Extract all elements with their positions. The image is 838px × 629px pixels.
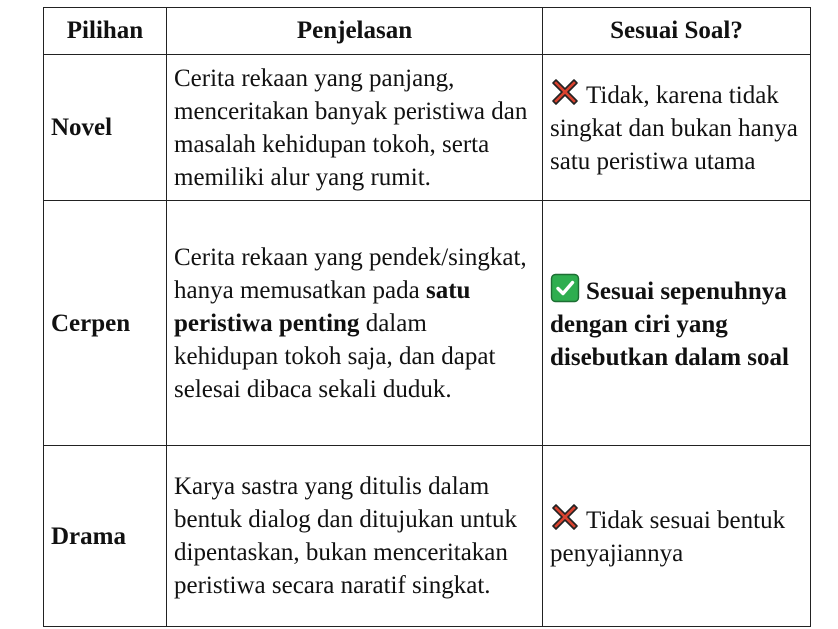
verdict-text: Tidak sesuai bentuk penyajiannya xyxy=(550,507,786,567)
option-cell: Novel xyxy=(44,55,167,201)
verdict-cell xyxy=(543,55,811,201)
verdict-cell xyxy=(543,446,811,627)
verdict-text: Tidak, karena tidak singkat dan bukan hanya satu peristiwa utama xyxy=(550,82,798,175)
verdict-text: Sesuai sepenuhnya dengan ciri yang disebutkan dalam soal xyxy=(550,277,789,371)
header-penjelasan: Penjelasan xyxy=(167,8,543,55)
explanation-text: Cerita rekaan yang pendek/singkat, hanya memusatkan pada xyxy=(174,243,527,304)
explanation-cell: Karya sastra yang ditulis dalam bentuk dialog dan ditujukan untuk dipentaskan, bukan menceritakan peristiwa secara naratif singkat. xyxy=(167,446,543,627)
comparison-table xyxy=(43,7,811,627)
explanation-text: dalam kehidupan tokoh saja, dan dapat selesai dibaca sekali duduk. xyxy=(174,309,496,403)
explanation-bold-text: satu peristiwa penting xyxy=(174,276,471,337)
cross-icon xyxy=(550,502,580,532)
option-cell: Drama xyxy=(44,446,167,627)
check-icon xyxy=(550,273,580,303)
header-sesuai-soal: Sesuai Soal? xyxy=(543,8,811,55)
header-row xyxy=(44,8,811,55)
explanation-cell xyxy=(167,201,543,446)
table-row xyxy=(44,55,811,201)
table-row xyxy=(44,446,811,627)
option-cell: Cerpen xyxy=(44,201,167,446)
verdict-cell xyxy=(543,201,811,446)
explanation-cell: Cerita rekaan yang panjang, menceritakan banyak peristiwa dan masalah kehidupan tokoh, serta memiliki alur yang rumit. xyxy=(167,55,543,201)
table-row xyxy=(44,201,811,446)
cross-icon xyxy=(550,77,580,107)
header-pilihan: Pilihan xyxy=(44,8,167,55)
